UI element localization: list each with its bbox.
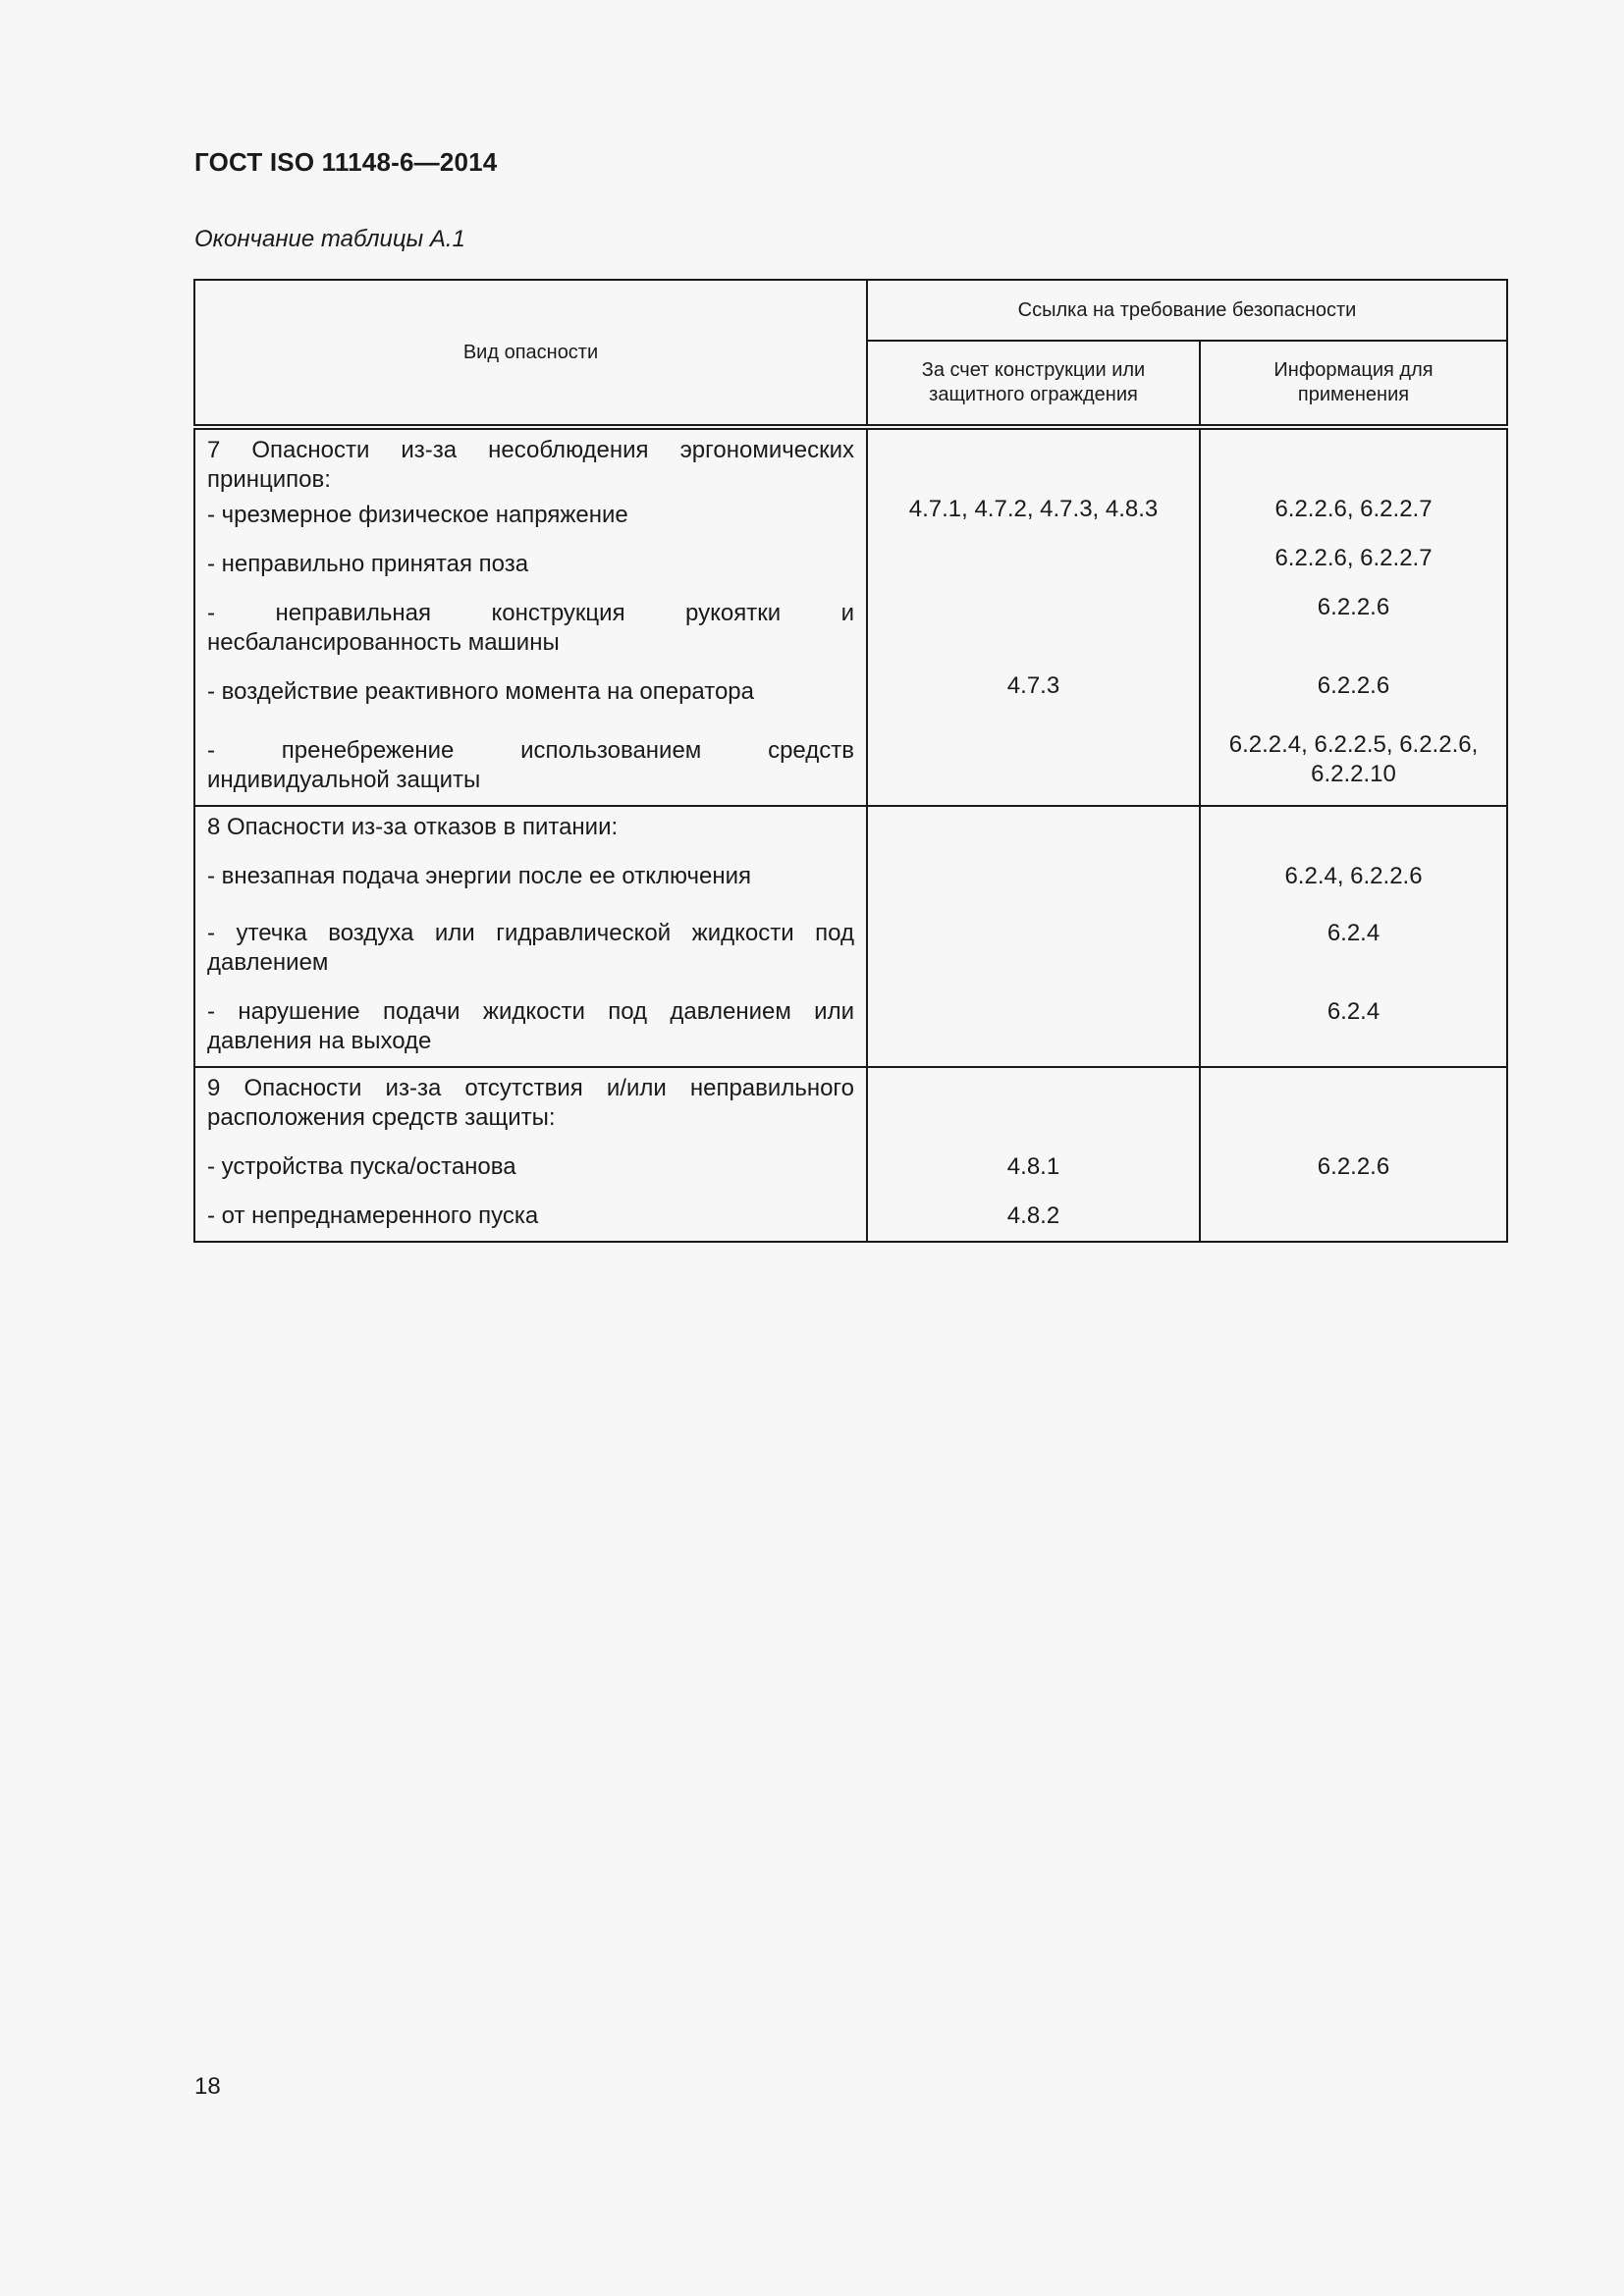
information-ref: 6.2.4 <box>1326 920 1380 946</box>
construction-ref: 4.8.1 <box>1006 1153 1060 1180</box>
information-cell-group-8 <box>1200 806 1507 1067</box>
construction-ref <box>876 544 1191 573</box>
group-title: 9 Опасности из-за отсутствия и/или неправильного расположения средств защиты: <box>207 1075 854 1131</box>
hazard-item: - воздействие реактивного момента на оператора <box>207 678 755 705</box>
construction-ref <box>876 593 1191 652</box>
document-header: ГОСТ ISO 11148-6—2014 <box>194 147 498 177</box>
column-header-information-label: Информация для применения <box>1273 359 1434 405</box>
table-row-group-7 <box>194 427 1507 806</box>
hazard-table <box>193 279 1506 1243</box>
group-title: 8 Опасности из-за отказов в питании: <box>207 814 619 840</box>
information-ref: 6.2.4 <box>1326 998 1380 1025</box>
column-header-construction-label: За счет конструкции или защитного ограждения <box>921 359 1146 405</box>
hazard-item: - устройства пуска/останова <box>207 1153 516 1180</box>
information-ref: 6.2.2.6 <box>1317 1153 1390 1180</box>
construction-ref: 4.7.1, 4.7.2, 4.7.3, 4.8.3 <box>908 496 1159 522</box>
information-ref: 6.2.2.6, 6.2.2.7 <box>1274 545 1433 571</box>
construction-cell-group-7 <box>867 427 1200 806</box>
hazard-item: - утечка воздуха или гидравлической жидкости под давлением <box>207 920 854 976</box>
information-ref: 6.2.2.4, 6.2.2.5, 6.2.2.6, 6.2.2.10 <box>1228 731 1479 787</box>
hazard-cell-group-9 <box>194 1067 867 1242</box>
column-header-information <box>1200 341 1507 427</box>
table-caption: Окончание таблицы А.1 <box>194 226 465 252</box>
information-ref: 6.2.2.6, 6.2.2.7 <box>1274 496 1433 522</box>
hazard-item: - пренебрежение использованием средств индивидуальной защиты <box>207 737 854 793</box>
construction-cell-group-8 <box>867 806 1200 1067</box>
hazard-item: - от непреднамеренного пуска <box>207 1202 539 1229</box>
information-ref <box>1209 1201 1498 1231</box>
information-ref: 6.2.2.6 <box>1317 672 1390 699</box>
information-cell-group-7 <box>1200 427 1507 806</box>
group-title <box>207 436 854 495</box>
information-ref: 6.2.2.6 <box>1317 594 1390 620</box>
construction-cell-group-9 <box>867 1067 1200 1242</box>
hazard-cell-group-7 <box>194 427 867 806</box>
table-row-group-8 <box>194 806 1507 1067</box>
page-number: 18 <box>194 2073 221 2100</box>
hazard-table-grid <box>193 279 1508 1243</box>
construction-ref <box>876 813 1191 842</box>
construction-ref: 4.8.2 <box>1006 1202 1060 1229</box>
hazard-item: - неправильная конструкция рукоятки и несбалансированность машины <box>207 600 854 656</box>
hazard-item: - нарушение подачи жидкости под давлением или давления на выходе <box>207 998 854 1054</box>
information-ref: 6.2.4, 6.2.2.6 <box>1284 863 1423 889</box>
hazard-item: - чрезмерное физическое напряжение <box>207 502 628 528</box>
column-header-hazard-type: Вид опасности <box>194 280 867 427</box>
hazard-item: - внезапная подача энергии после ее отключения <box>207 863 751 889</box>
table-row-group-9 <box>194 1067 1507 1242</box>
group-title-text: 7 Опасности из-за несоблюдения эргономических принципов: <box>207 437 854 493</box>
column-header-construction <box>867 341 1200 427</box>
construction-ref: 4.7.3 <box>1006 672 1060 699</box>
hazard-item: - неправильно принятая поза <box>207 551 529 577</box>
hazard-cell-group-8 <box>194 806 867 1067</box>
column-header-safety-reference: Ссылка на требование безопасности <box>867 280 1507 341</box>
information-cell-group-9 <box>1200 1067 1507 1242</box>
